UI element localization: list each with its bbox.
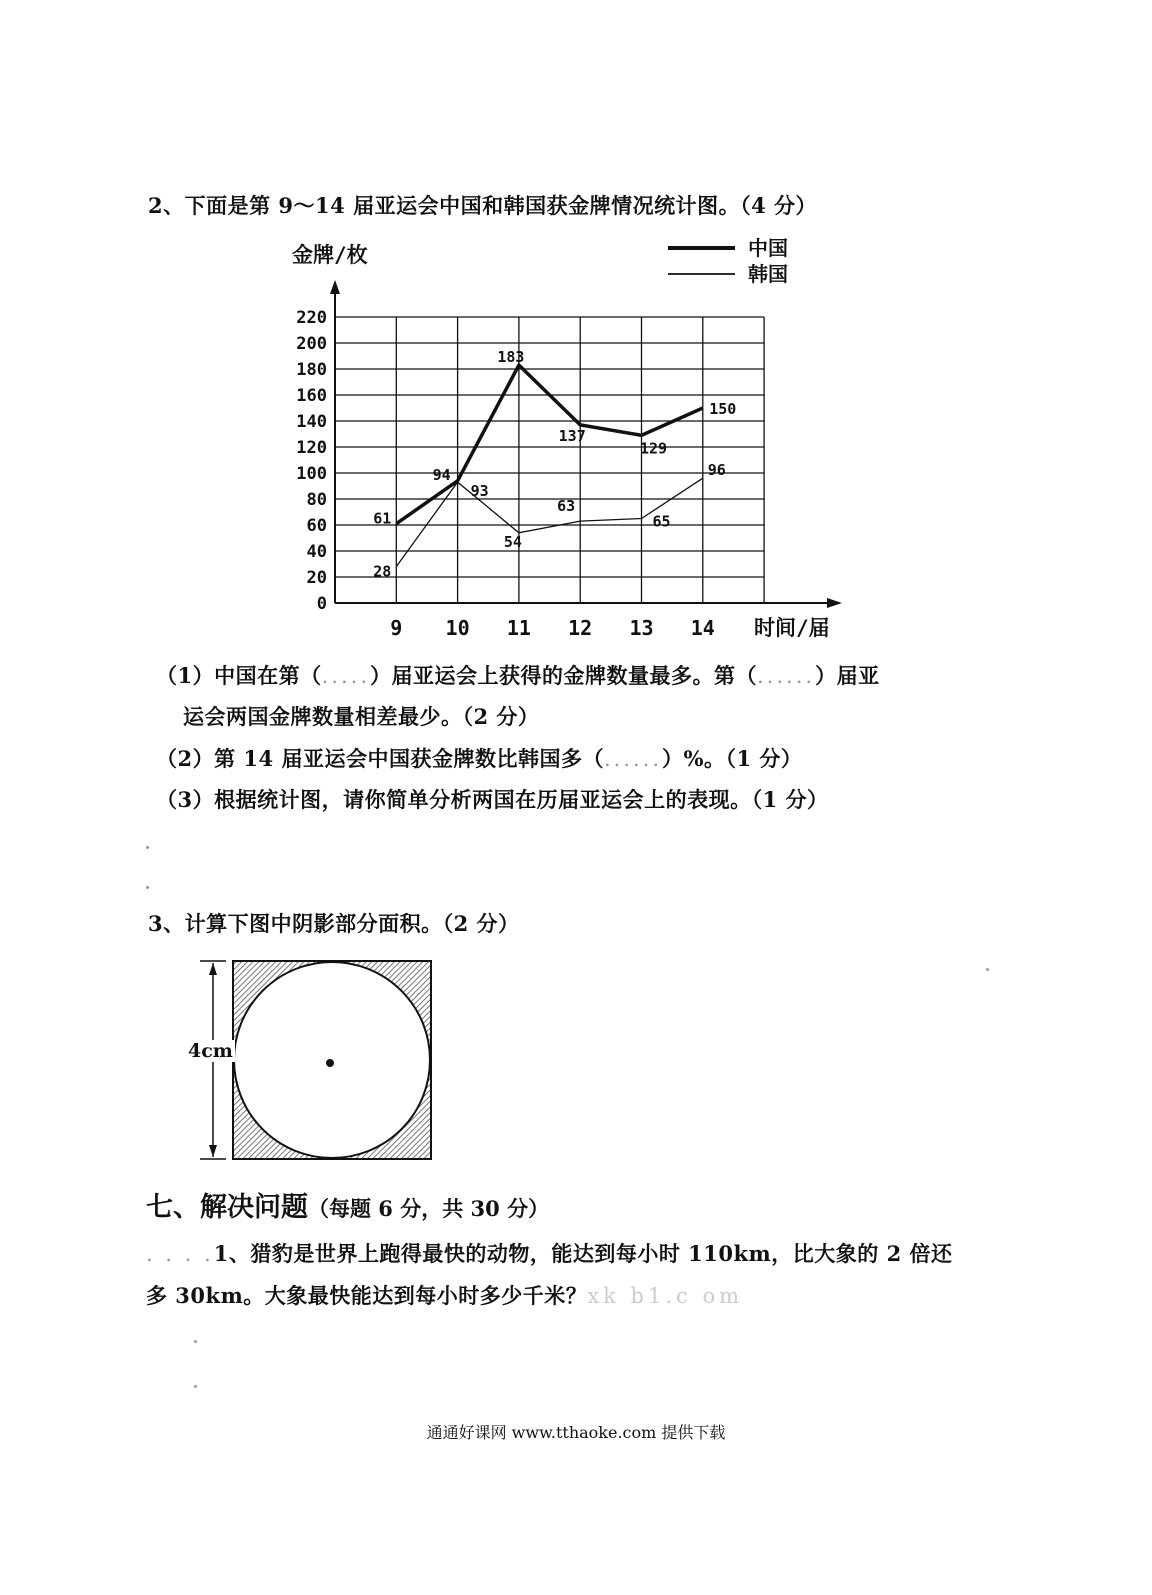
sub-question-2-text-a: （2）第 14 届亚运会中国获金牌数比韩国多（ xyxy=(156,746,604,771)
watermark-text: xk b1.c om xyxy=(587,1284,744,1308)
data-label: 93 xyxy=(470,482,489,501)
x-tick-label: 12 xyxy=(568,616,593,640)
legend-label: 中国 xyxy=(748,236,788,260)
y-tick-label: 100 xyxy=(296,464,327,484)
x-tick-label: 13 xyxy=(629,616,654,640)
data-label: 54 xyxy=(503,532,522,551)
sub-question-1-text-a: （1）中国在第（ xyxy=(156,663,322,688)
y-tick-label: 0 xyxy=(316,594,327,614)
dimension-arrow-top xyxy=(209,963,217,975)
chart-labels xyxy=(292,243,830,640)
x-tick-label: 10 xyxy=(445,616,470,640)
sub-question-2-text-b: ）%。（1 分） xyxy=(662,746,803,771)
page-footer: 通通好课网 www.tthaoke.com 提供下载 xyxy=(426,1423,726,1442)
scan-mark xyxy=(986,968,989,971)
sub-question-2 xyxy=(156,743,802,773)
answer-blank-3[interactable]: ...... xyxy=(603,747,663,771)
x-tick-label: 11 xyxy=(506,616,531,640)
y-tick-label: 180 xyxy=(296,360,327,380)
y-tick-label: 60 xyxy=(306,516,327,536)
indent-marks: . . . . xyxy=(146,1242,214,1266)
data-label: 63 xyxy=(557,497,576,516)
y-tick-label: 200 xyxy=(296,334,327,354)
y-tick-label: 220 xyxy=(296,308,327,328)
answer-blank-1[interactable]: ..... xyxy=(321,664,371,688)
y-tick-label: 20 xyxy=(306,568,327,588)
legend-label: 韩国 xyxy=(748,262,788,286)
chart-grid xyxy=(335,317,764,603)
data-label: 96 xyxy=(707,461,726,480)
data-label: 183 xyxy=(497,348,525,367)
y-tick-label: 40 xyxy=(306,542,327,562)
scan-mark xyxy=(194,1340,197,1343)
data-label: 150 xyxy=(709,400,737,418)
problem-1-line-1 xyxy=(146,1238,953,1268)
scan-mark xyxy=(194,1385,197,1388)
x-tick-label: 14 xyxy=(690,616,715,640)
data-label: 137 xyxy=(558,426,586,445)
y-axis-arrow xyxy=(330,280,340,294)
y-tick-label: 140 xyxy=(296,412,327,432)
y-tick-label: 160 xyxy=(296,386,327,406)
x-axis-label: 时间/届 xyxy=(754,616,830,640)
data-label: 28 xyxy=(373,562,392,581)
scan-mark xyxy=(146,886,149,889)
section-7-score-note: （每题 6 分，共 30 分） xyxy=(308,1196,550,1221)
sub-question-1-text-b: ）届亚运会上获得的金牌数量最多。第（ xyxy=(370,663,758,688)
section-7-title: 七、解决问题 xyxy=(146,1192,308,1223)
data-label: 129 xyxy=(639,439,668,458)
scan-mark xyxy=(146,846,149,849)
x-tick-label: 9 xyxy=(390,616,403,640)
question-3-title: 3、计算下图中阴影部分面积。（2 分） xyxy=(148,911,520,936)
data-label: 61 xyxy=(373,509,392,528)
section-7-heading xyxy=(146,1185,549,1224)
y-axis-label: 金牌/枚 xyxy=(292,243,368,267)
sub-question-3: （3）根据统计图，请你简单分析两国在历届亚运会上的表现。（1 分） xyxy=(156,787,829,812)
chart-legend xyxy=(668,236,788,286)
sub-question-1-text-c: ）届亚 xyxy=(815,663,880,688)
sub-question-1 xyxy=(156,660,880,690)
y-tick-label: 80 xyxy=(306,490,327,510)
question-2-title: 2、下面是第 9～14 届亚运会中国和韩国获金牌情况统计图。（4 分） xyxy=(148,193,817,218)
problem-1-text-1: 1、猎豹是世界上跑得最快的动物，能达到每小时 110km，比大象的 2 倍还 xyxy=(213,1241,953,1266)
data-label: 94 xyxy=(432,465,451,484)
chart-axes xyxy=(330,280,842,608)
problem-1-text-2: 多 30km。大象最快能达到每小时多少千米？ xyxy=(146,1283,588,1308)
y-tick-label: 120 xyxy=(296,438,327,458)
answer-blank-2[interactable]: ...... xyxy=(757,664,816,688)
data-label: 65 xyxy=(652,512,671,531)
dimension-label: 4cm xyxy=(188,1040,233,1062)
circle-center-point xyxy=(326,1059,334,1067)
problem-1-line-2 xyxy=(146,1280,743,1310)
gold-medal-line-chart xyxy=(270,228,870,648)
dimension-arrow-bottom xyxy=(209,1145,217,1157)
x-axis-arrow xyxy=(827,598,842,608)
sub-question-1-line-2: 运会两国金牌数量相差最少。（2 分） xyxy=(183,704,540,729)
